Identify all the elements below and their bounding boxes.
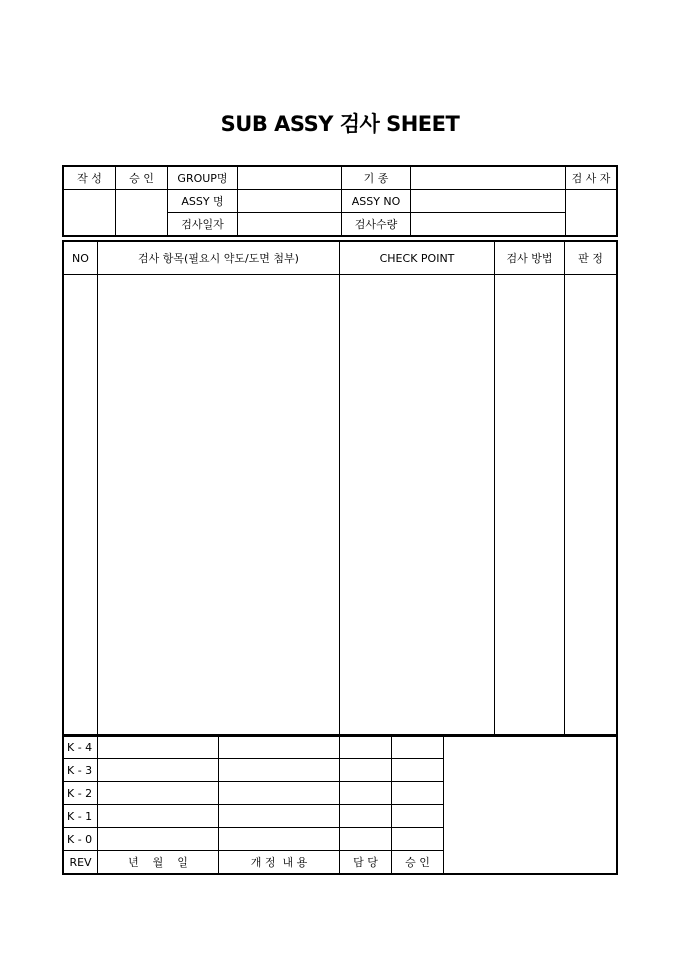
inspection-table bbox=[63, 241, 617, 736]
rev-date-cell[interactable] bbox=[98, 782, 219, 805]
page-title: SUB ASSY 검사 SHEET bbox=[220, 112, 460, 136]
rev-charge-cell[interactable] bbox=[340, 759, 392, 782]
inspection-qty-field[interactable] bbox=[411, 213, 566, 236]
rev-row-label: K - 0 bbox=[64, 828, 98, 851]
rev-row-label: K - 1 bbox=[64, 805, 98, 828]
inspection-date-label: 검사일자 bbox=[168, 213, 238, 236]
no-area[interactable] bbox=[64, 275, 98, 736]
model-label: 기 종 bbox=[342, 167, 411, 190]
inspector-sign-box[interactable] bbox=[566, 190, 617, 236]
rev-approve-cell[interactable] bbox=[392, 828, 444, 851]
col-method: 검사 방법 bbox=[495, 242, 565, 275]
rev-approve-cell[interactable] bbox=[392, 759, 444, 782]
group-name-field[interactable] bbox=[238, 167, 342, 190]
rev-date-cell[interactable] bbox=[98, 736, 219, 759]
rev-date-cell[interactable] bbox=[98, 805, 219, 828]
author-label: 작 성 bbox=[64, 167, 116, 190]
inspector-label: 검 사 자 bbox=[566, 167, 617, 190]
group-name-label: GROUP명 bbox=[168, 167, 238, 190]
inspection-qty-label: 검사수량 bbox=[342, 213, 411, 236]
item-area[interactable] bbox=[98, 275, 340, 736]
rev-content-cell[interactable] bbox=[219, 828, 340, 851]
rev-row-label: K - 4 bbox=[64, 736, 98, 759]
rev-charge-cell[interactable] bbox=[340, 782, 392, 805]
revision-table bbox=[63, 735, 617, 874]
rev-content-cell[interactable] bbox=[219, 805, 340, 828]
assy-name-label: ASSY 명 bbox=[168, 190, 238, 213]
rev-charge-cell[interactable] bbox=[340, 736, 392, 759]
model-field[interactable] bbox=[411, 167, 566, 190]
assy-name-field[interactable] bbox=[238, 190, 342, 213]
col-judgement: 판 정 bbox=[565, 242, 617, 275]
rev-date-cell[interactable] bbox=[98, 759, 219, 782]
judgement-area[interactable] bbox=[565, 275, 617, 736]
rev-content-cell[interactable] bbox=[219, 782, 340, 805]
rev-header-label: REV bbox=[64, 851, 98, 874]
rev-row-label: K - 3 bbox=[64, 759, 98, 782]
rev-approve-cell[interactable] bbox=[392, 736, 444, 759]
rev-approve-cell[interactable] bbox=[392, 782, 444, 805]
check-point-area[interactable] bbox=[340, 275, 495, 736]
rev-content-cell[interactable] bbox=[219, 736, 340, 759]
rev-charge-cell[interactable] bbox=[340, 828, 392, 851]
assy-no-field[interactable] bbox=[411, 190, 566, 213]
rev-blank-area bbox=[444, 736, 617, 874]
inspection-date-field[interactable] bbox=[238, 213, 342, 236]
col-item: 검사 항목(필요시 약도/도면 첨부) bbox=[98, 242, 340, 275]
rev-content-cell[interactable] bbox=[219, 759, 340, 782]
assy-no-label: ASSY NO bbox=[342, 190, 411, 213]
col-no: NO bbox=[64, 242, 98, 275]
header-table bbox=[63, 166, 617, 236]
col-check-point: CHECK POINT bbox=[340, 242, 495, 275]
method-area[interactable] bbox=[495, 275, 565, 736]
rev-charge-header: 담 당 bbox=[340, 851, 392, 874]
rev-date-header: 년 월 일 bbox=[98, 851, 219, 874]
rev-approve-header: 승 인 bbox=[392, 851, 444, 874]
rev-date-cell[interactable] bbox=[98, 828, 219, 851]
rev-content-header: 개 정 내 용 bbox=[219, 851, 340, 874]
rev-approve-cell[interactable] bbox=[392, 805, 444, 828]
rev-charge-cell[interactable] bbox=[340, 805, 392, 828]
author-sign-box[interactable] bbox=[64, 190, 116, 236]
approve-label: 승 인 bbox=[116, 167, 168, 190]
approve-sign-box[interactable] bbox=[116, 190, 168, 236]
rev-row-label: K - 2 bbox=[64, 782, 98, 805]
